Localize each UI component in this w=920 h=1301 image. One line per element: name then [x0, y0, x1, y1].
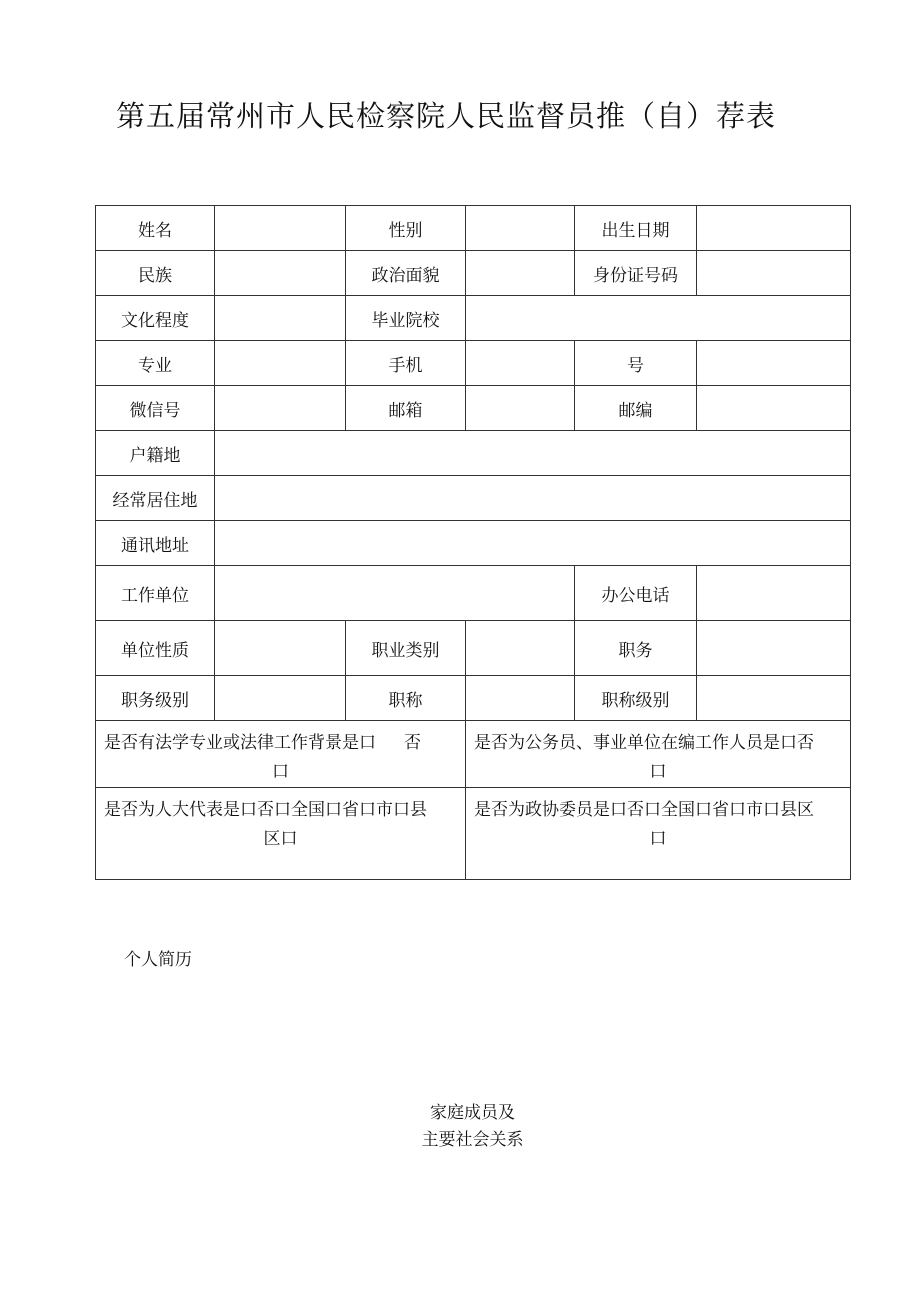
row-household	[96, 431, 851, 476]
major-field[interactable]	[215, 341, 346, 386]
ethnicity-label: 民族	[96, 251, 215, 296]
office-phone-field[interactable]	[697, 566, 851, 621]
law-background-no-checkbox[interactable]: 口	[272, 762, 289, 782]
row-education	[96, 296, 851, 341]
mailing-address-label: 通讯地址	[96, 521, 215, 566]
mailing-address-field[interactable]	[215, 521, 851, 566]
cppcc-member-text: 是否为政协委员是口否口全国口省口市口县区	[474, 800, 814, 820]
row-work-unit	[96, 566, 851, 621]
work-unit-field[interactable]	[215, 566, 575, 621]
position-level-field[interactable]	[215, 676, 346, 721]
title-level-field[interactable]	[697, 676, 851, 721]
graduated-school-label: 毕业院校	[346, 296, 466, 341]
row-major	[96, 341, 851, 386]
civil-servant-text: 是否为公务员、事业单位在编工作人员是口否	[474, 733, 814, 753]
household-field[interactable]	[215, 431, 851, 476]
form-title: 第五届常州市人民检察院人民监督员推（自）荐表	[116, 99, 777, 133]
gender-label: 性别	[346, 206, 466, 251]
row-mailing-address	[96, 521, 851, 566]
row-ethnicity	[96, 251, 851, 296]
unit-nature-field[interactable]	[215, 621, 346, 676]
row-unit-nature	[96, 621, 851, 676]
occupation-category-label: 职业类别	[346, 621, 466, 676]
professional-title-label: 职称	[346, 676, 466, 721]
position-level-label: 职务级别	[96, 676, 215, 721]
education-field[interactable]	[215, 296, 346, 341]
law-background-text: 是否有法学专业或法律工作背景是口	[104, 733, 376, 753]
title-level-label: 职称级别	[575, 676, 697, 721]
education-label: 文化程度	[96, 296, 215, 341]
id-number-label: 身份证号码	[575, 251, 697, 296]
position-field[interactable]	[697, 621, 851, 676]
occupation-category-field[interactable]	[466, 621, 575, 676]
npc-deputy-question[interactable]	[96, 788, 466, 880]
residence-field[interactable]	[215, 476, 851, 521]
mobile-field[interactable]	[466, 341, 575, 386]
residence-label: 经常居住地	[96, 476, 215, 521]
major-label: 专业	[96, 341, 215, 386]
graduated-school-field[interactable]	[466, 296, 851, 341]
number-field[interactable]	[697, 341, 851, 386]
unit-nature-label: 单位性质	[96, 621, 215, 676]
family-label-line2: 主要社会关系	[421, 1130, 524, 1150]
birthdate-label: 出生日期	[575, 206, 697, 251]
email-field[interactable]	[466, 386, 575, 431]
civil-servant-question[interactable]	[466, 721, 851, 788]
row-representative	[96, 788, 851, 880]
cppcc-district-checkbox[interactable]: 口	[649, 829, 667, 849]
wechat-label: 微信号	[96, 386, 215, 431]
professional-title-field[interactable]	[466, 676, 575, 721]
postcode-field[interactable]	[697, 386, 851, 431]
wechat-field[interactable]	[215, 386, 346, 431]
cppcc-member-question[interactable]	[466, 788, 851, 880]
personal-resume-label: 个人简历	[124, 950, 192, 970]
civil-servant-no-checkbox[interactable]: 口	[649, 762, 667, 782]
gender-field[interactable]	[466, 206, 575, 251]
household-label: 户籍地	[96, 431, 215, 476]
postcode-label: 邮编	[575, 386, 697, 431]
ethnicity-field[interactable]	[215, 251, 346, 296]
email-label: 邮箱	[346, 386, 466, 431]
name-label: 姓名	[96, 206, 215, 251]
npc-deputy-text: 是否为人大代表是口否口全国口省口市口县	[104, 800, 427, 820]
mobile-label: 手机	[346, 341, 466, 386]
recommendation-form-table	[95, 205, 851, 880]
office-phone-label: 办公电话	[575, 566, 697, 621]
political-status-label: 政治面貌	[346, 251, 466, 296]
birthdate-field[interactable]	[697, 206, 851, 251]
row-position-level	[96, 676, 851, 721]
family-relations-label	[0, 1100, 920, 1154]
name-field[interactable]	[215, 206, 346, 251]
row-residence	[96, 476, 851, 521]
row-name	[96, 206, 851, 251]
number-label: 号	[575, 341, 697, 386]
law-background-question[interactable]	[96, 721, 466, 788]
position-label: 职务	[575, 621, 697, 676]
row-wechat	[96, 386, 851, 431]
political-status-field[interactable]	[466, 251, 575, 296]
family-label-line1: 家庭成员及	[430, 1103, 515, 1123]
work-unit-label: 工作单位	[96, 566, 215, 621]
npc-district-checkbox[interactable]: 区口	[263, 829, 298, 849]
row-background	[96, 721, 851, 788]
id-number-field[interactable]	[697, 251, 851, 296]
law-background-no: 否	[404, 733, 421, 753]
